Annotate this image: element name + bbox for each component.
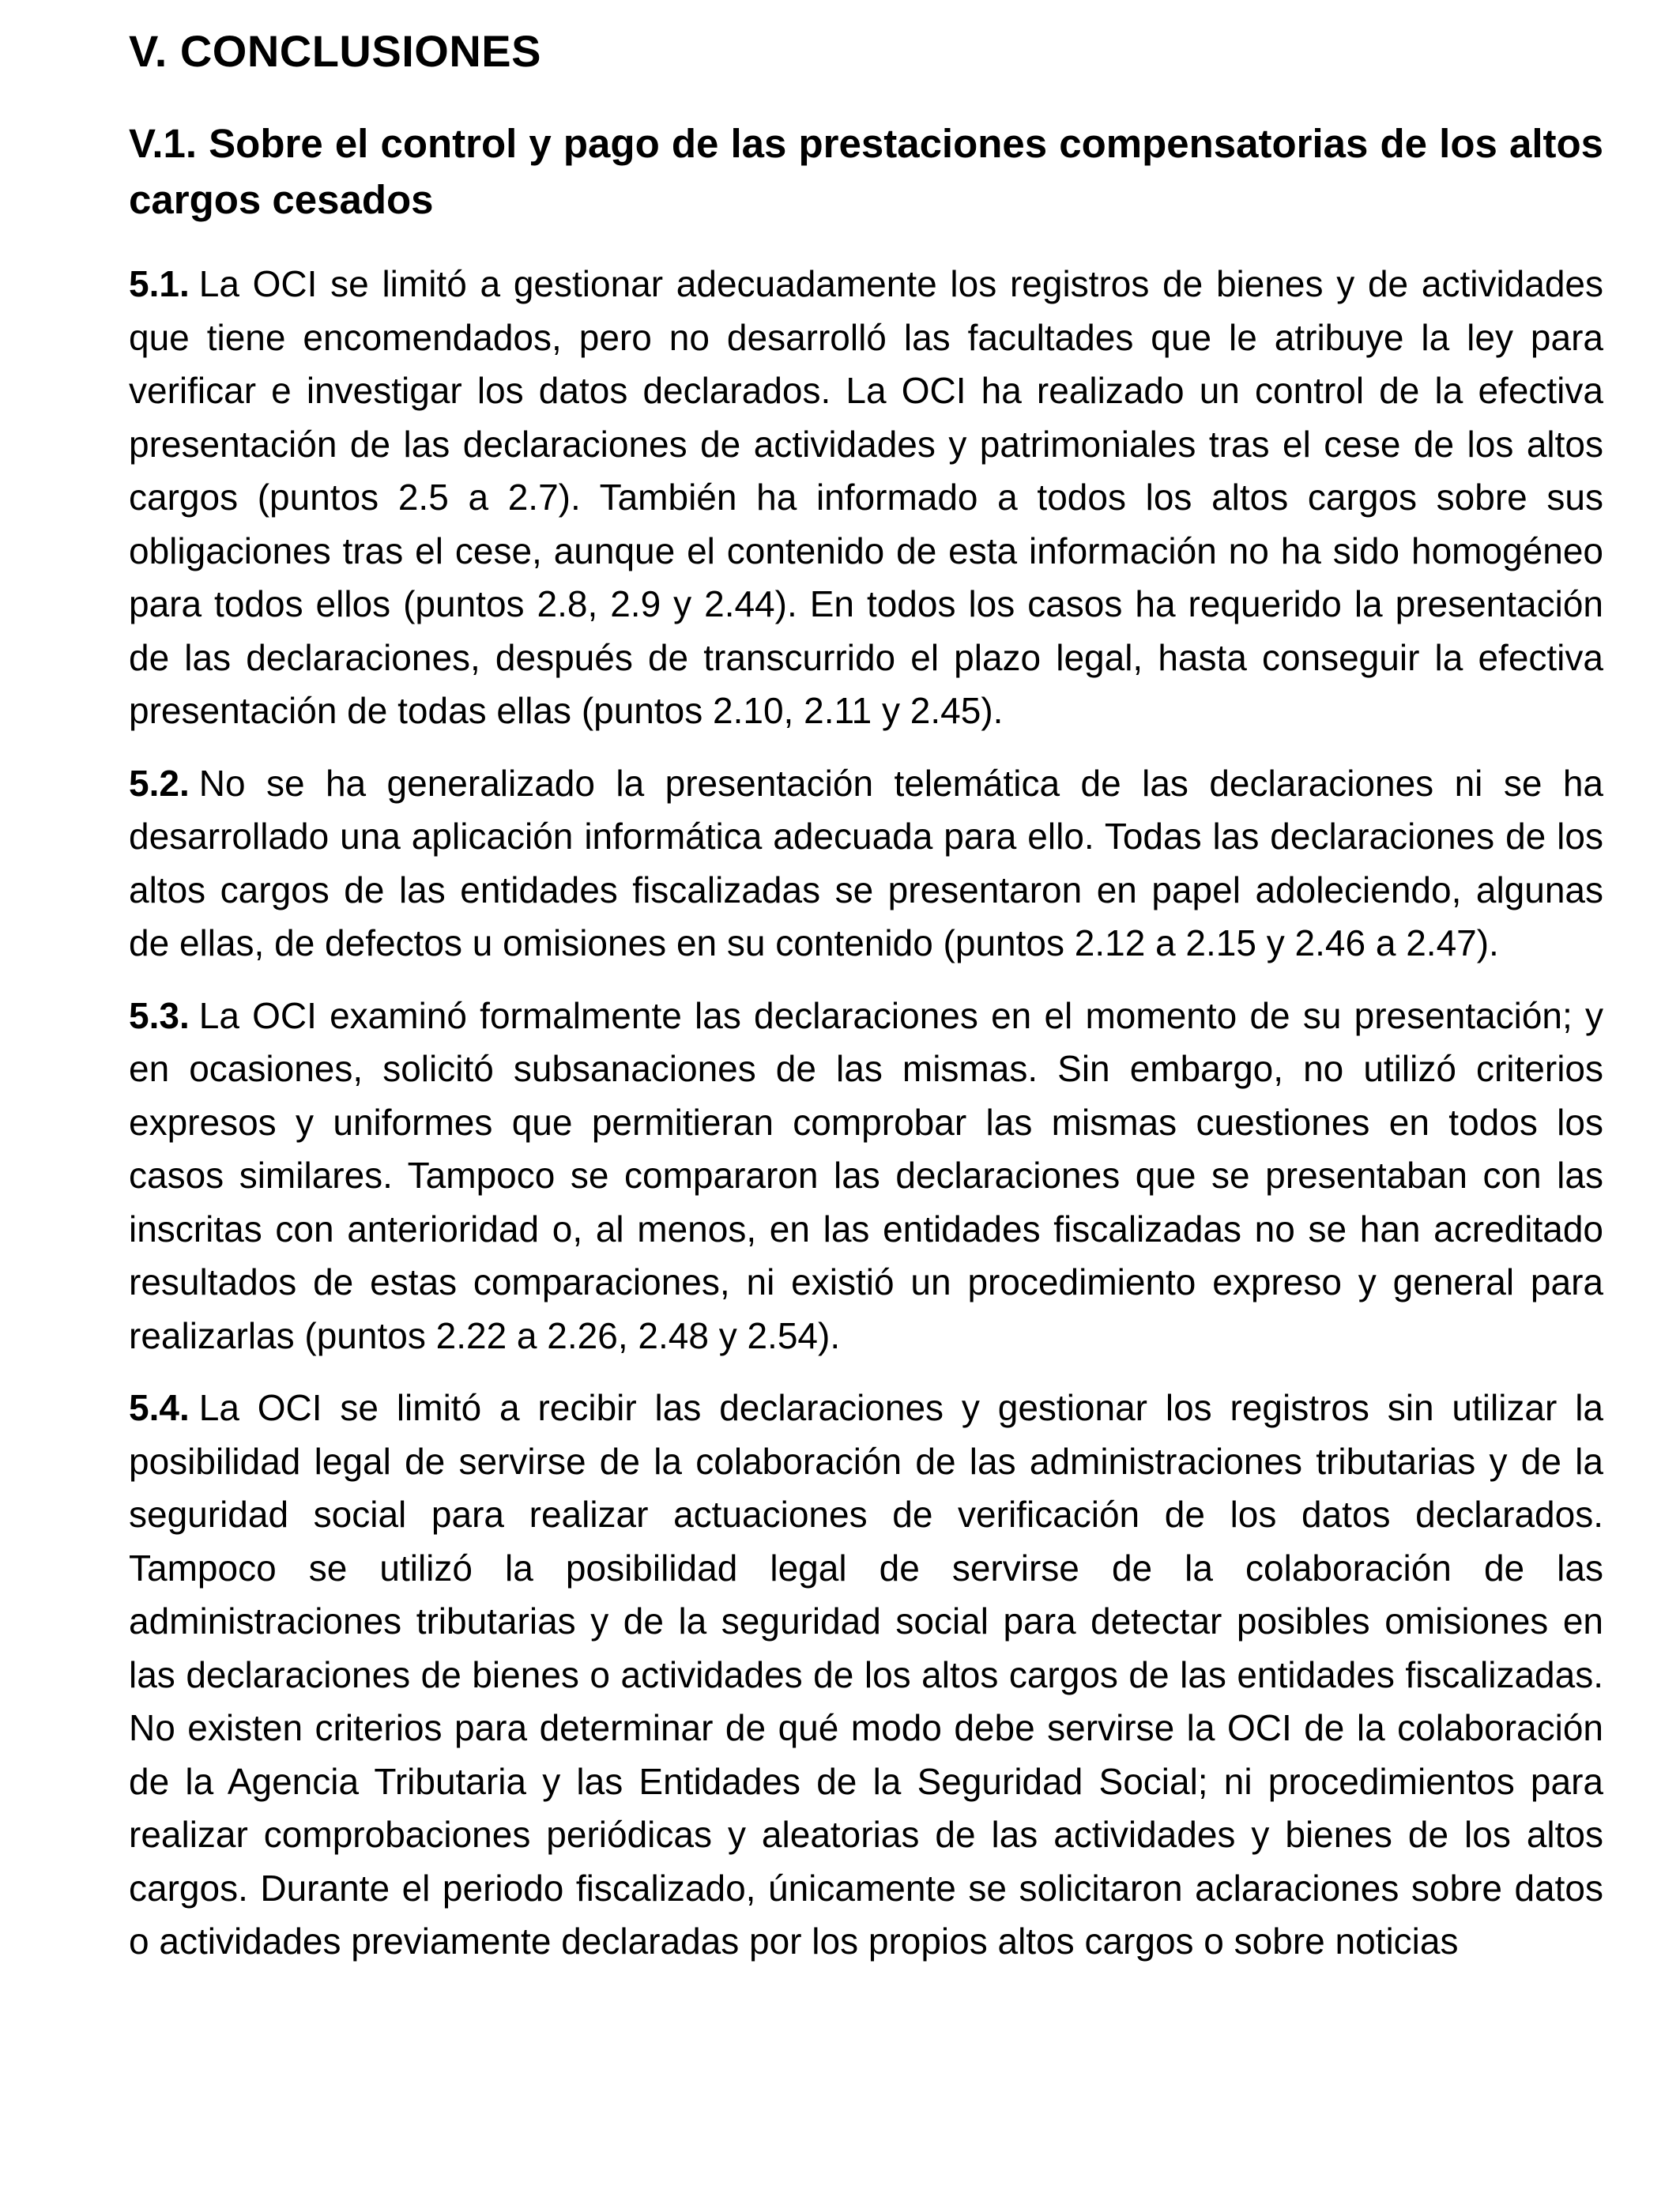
paragraph-text: La OCI se limitó a recibir las declaraciones y gestionar los registros sin utilizar la posibilidad legal de servirse de la colaboración de las administraciones tributarias y de la seguridad social para realizar actuaciones de verificación de los datos declarados. Tampoco se utilizó la posibilidad legal de servirse de la colaboración de las administraciones tributarias y de la seguridad social para detectar posibles omisiones en las declaraciones de bienes o actividades de los altos cargos de las entidades fiscalizadas. No existen criterios para determinar de qué modo debe servirse la OCI de la colaboración de la Agencia Tributaria y las Entidades de la Seguridad Social; ni procedimientos para realizar comprobaciones periódicas y aleatorias de las actividades y bienes de los altos cargos. Durante el periodo fiscalizado, únicamente se solicitaron aclaraciones sobre datos o actividades previamente declaradas por los propios altos cargos o sobre noticias [129,1387,1603,1962]
document-page [129,0,1603,1969]
paragraph-text: No se ha generalizado la presentación telemática de las declaraciones ni se ha desarrollado una aplicación informática adecuada para ello. Todas las declaraciones de los altos cargos de las entidades fiscalizadas se presentaron en papel adoleciendo, algunas de ellas, de defectos u omisiones en su contenido (puntos 2.12 a 2.15 y 2.46 a 2.47). [129,762,1603,963]
paragraph-5-4 [129,1382,1603,1969]
paragraph-5-2 [129,757,1603,971]
paragraph-number: 5.2. [129,762,190,804]
paragraph-text: La OCI examinó formalmente las declaraciones en el momento de su presentación; y en ocasiones, solicitó subsanaciones de las mismas. Sin embargo, no utilizó criterios expresos y uniformes que permitieran comprobar las mismas cuestiones en todos los casos similares. Tampoco se compararon las declaraciones que se presentaban con las inscritas con anterioridad o, al menos, en las entidades fiscalizadas no se han acreditado resultados de estas comparaciones, ni existió un procedimiento expreso y general para realizarlas (puntos 2.22 a 2.26, 2.48 y 2.54). [129,994,1603,1356]
paragraph-number: 5.1. [129,263,190,304]
paragraph-5-1 [129,258,1603,738]
paragraph-5-3 [129,990,1603,1363]
paragraph-text: La OCI se limitó a gestionar adecuadamente los registros de bienes y de actividades que tiene encomendados, pero no desarrolló las facultades que le atribuye la ley para verificar e investigar los datos declarados. La OCI ha realizado un control de la efectiva presentación de las declaraciones de actividades y patrimoniales tras el cese de los altos cargos (puntos 2.5 a 2.7). También ha informado a todos los altos cargos sobre sus obligaciones tras el cese, aunque el contenido de esta información no ha sido homogéneo para todos ellos (puntos 2.8, 2.9 y 2.44). En todos los casos ha requerido la presentación de las declaraciones, después de transcurrido el plazo legal, hasta conseguir la efectiva presentación de todas ellas (puntos 2.10, 2.11 y 2.45). [129,263,1603,731]
section-title: V. CONCLUSIONES [129,26,541,76]
paragraph-number: 5.3. [129,994,190,1036]
subsection-title: V.1. Sobre el control y pago de las prestaciones compensatorias de los altos cargos cesados [129,121,1603,222]
paragraph-number: 5.4. [129,1387,190,1428]
